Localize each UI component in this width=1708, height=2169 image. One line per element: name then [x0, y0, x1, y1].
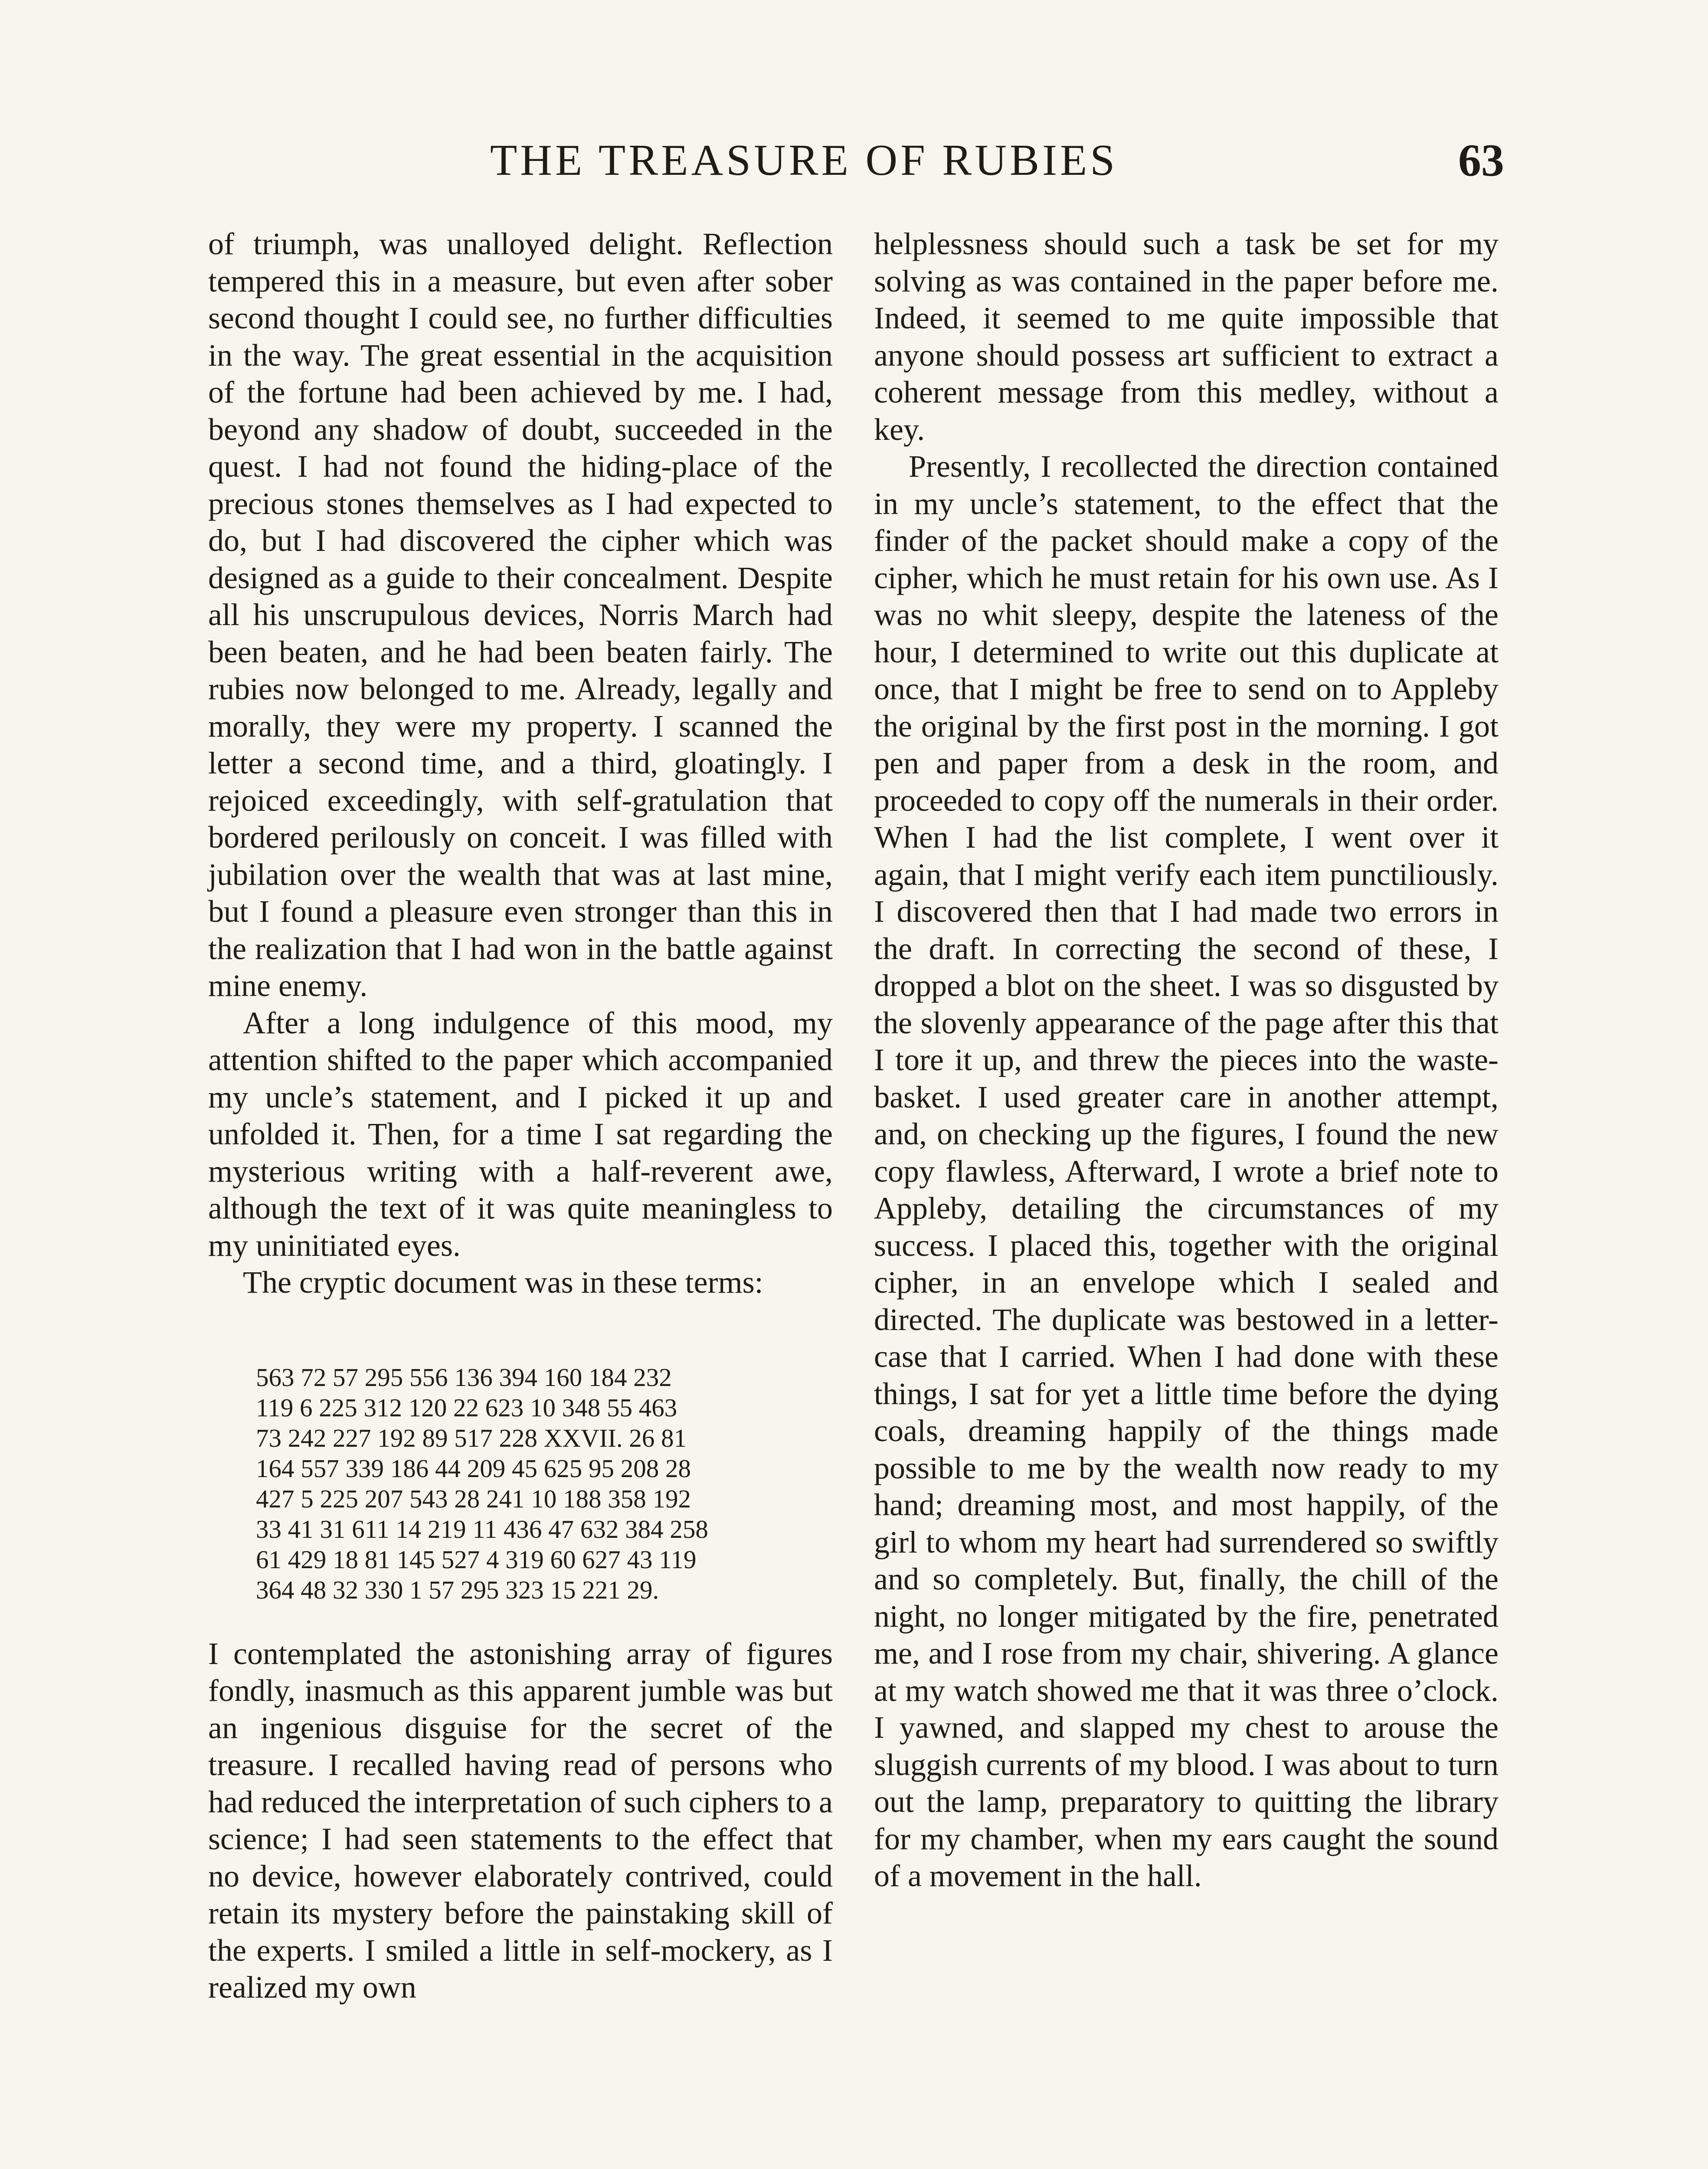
- paragraph: I contemplated the astonishing array of figures fondly, inasmuch as this apparent jumble was but an ingenious disguise for the secret of the treasure. I recalled having read of persons who had reduced the interpretation of such ciphers to a science; I had seen statements to the effect that no device, however elaborately contrived, could retain its mystery before the painstaking skill of the experts. I smiled a little in self-mockery, as I realized my own: [208, 1636, 833, 2005]
- left-column: [208, 226, 833, 2006]
- paragraph: helplessness should such a task be set for my solving as was contained in the paper before me. Indeed, it seemed to me quite impossible that anyone should possess art sufficient to extract a coherent message from this medley, without a key.: [874, 226, 1499, 447]
- cipher-line: 73 242 227 192 89 517 228 XXVII. 26 81: [256, 1423, 687, 1452]
- cipher-line: 364 48 32 330 1 57 295 323 15 221 29.: [256, 1575, 659, 1604]
- paragraph: The cryptic document was in these terms:: [243, 1265, 763, 1300]
- paragraph: After a long indulgence of this mood, my attention shifted to the paper which accompanied my uncle’s statement, and I picked it up and unfolded it. Then, for a time I sat regarding the mysterious writing with a half-reverent awe, although the text of it was quite meaningless to my uninitiated eyes.: [208, 1005, 833, 1263]
- paragraph: of triumph, was unalloyed delight. Reflection tempered this in a measure, but even after sober second thought I could see, no further difficulties in the way. The great essential in the acquisition of the fortune had been achieved by me. I had, beyond any shadow of doubt, succeeded in the quest. I had not found the hiding-place of the precious stones themselves as I had expected to do, but I had discovered the cipher which was designed as a guide to their concealment. Despite all his unscrupulous devices, Norris March had been beaten, and he had been beaten fairly. The rubies now belonged to me. Already, legally and morally, they were my property. I scanned the letter a second time, and a third, gloatingly. I rejoiced exceedingly, with self-gratulation that bordered perilously on conceit. I was filled with jubilation over the wealth that was at last mine, but I found a pleasure even stronger than this in the realization that I had won in the battle against mine enemy.: [208, 226, 833, 1003]
- cipher-line: 164 557 339 186 44 209 45 625 95 208 28: [256, 1454, 691, 1483]
- cipher-line: 427 5 225 207 543 28 241 10 188 358 192: [256, 1484, 691, 1513]
- page-number: 63: [1458, 135, 1504, 186]
- running-title: THE TREASURE OF RUBIES: [490, 136, 1118, 185]
- right-column: [874, 226, 1499, 1895]
- cipher-line: 119 6 225 312 120 22 623 10 348 55 463: [256, 1393, 677, 1422]
- paragraph: Presently, I recollected the direction contained in my uncle’s statement, to the effect that the finder of the packet should make a copy of the cipher, which he must retain for his own use. As I was no whit sleepy, despite the lateness of the hour, I determined to write out this duplicate at once, that I might be free to send on to Appleby the original by the first post in the morning. I got pen and paper from a desk in the room, and proceeded to copy off the numerals in their order. When I had the list complete, I went over it again, that I might verify each item punctiliously. I discovered then that I had made two errors in the draft. In correcting the second of these, I dropped a blot on the sheet. I was so disgusted by the slovenly appearance of the page after this that I tore it up, and threw the pieces into the waste-basket. I used greater care in another attempt, and, on checking up the figures, I found the new copy flawless, Afterward, I wrote a brief note to Appleby, detailing the circumstances of my success. I placed this, together with the original cipher, in an envelope which I sealed and directed. The duplicate was bestowed in a letter-case that I carried. When I had done with these things, I sat for yet a little time before the dying coals, dreaming happily of the things made possible to me by the wealth now ready to my hand; dreaming most, and most happily, of the girl to whom my heart had surrendered so swiftly and so completely. But, finally, the chill of the night, no longer mitigated by the fire, penetrated me, and I rose from my chair, shivering. A glance at my watch showed me that it was three o’clock. I yawned, and slapped my chest to arouse the sluggish currents of my blood. I was about to turn out the lamp, preparatory to quitting the library for my chamber, when my ears caught the sound of a movement in the hall.: [874, 449, 1499, 1893]
- cipher-line: 563 72 57 295 556 136 394 160 184 232: [256, 1363, 672, 1392]
- cipher-line: 33 41 31 611 14 219 11 436 47 632 384 258: [256, 1514, 708, 1543]
- page-header: [204, 130, 1504, 191]
- cipher-line: 61 429 18 81 145 527 4 319 60 627 43 119: [256, 1545, 697, 1574]
- cipher-block: [256, 1362, 833, 1605]
